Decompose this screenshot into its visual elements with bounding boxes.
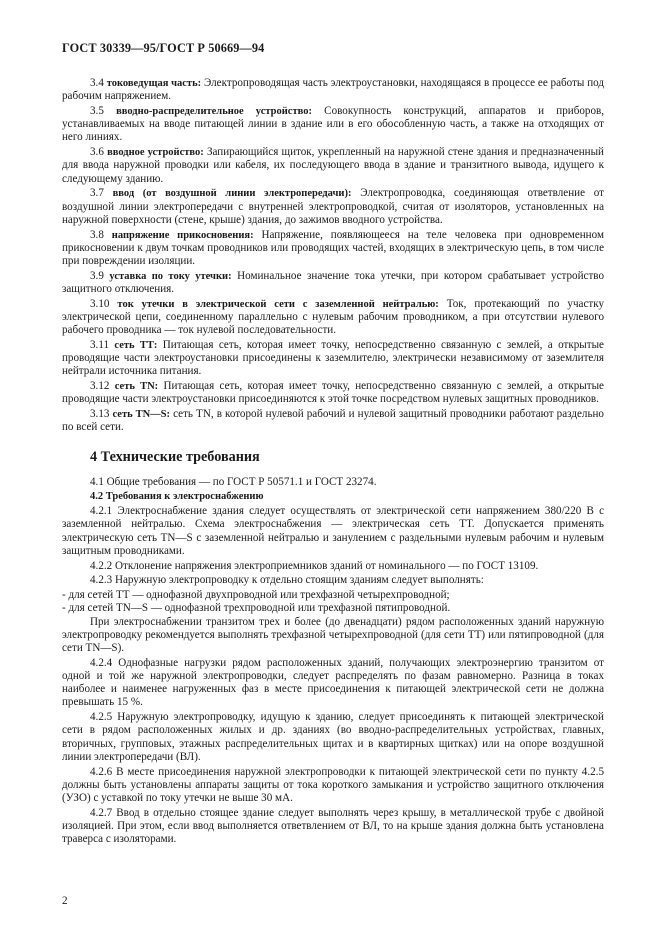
para-4-2-1: 4.2.1 Электроснабжение здания следует осуществлять от электрической сети напряжением 380/220 В с заземленной нейтралью. Схема электроснабжения — электрическая сеть ТТ. Допускается применять электрическую сеть TN—S с заземленной нейтралью и занулением с раздельными нулевым рабочим и нулевым защитным проводниками. (62, 505, 604, 557)
para-transit: При электроснабжении транзитом трех и более (до двенадцати) рядом расположенных зданий наружную электропроводку рекомендуется выполнять трехфазной четырехпроводной (для сети ТТ) или пятипроводной (для сети TN—S). (62, 615, 604, 655)
term-3-6: 3.6 вводное устройство: Запирающийся щиток, укрепленный на наружной стене здания и предназначенный для ввода наружной проводки или кабеля, их последующего ввода в здание и транзитного вывода, идущего к следующему зданию. (62, 146, 604, 185)
para-4-2-5: 4.2.5 Наружную электропроводку, идущую к зданию, следует присоединять к питающей электрической сети в рядом расположенных жилых и др. зданиях (во вводно-распределительных устройствах, главных, вторичных, групповых, этажных распределительных щитах и в квартирных щитках) или на опоре воздушной линии электропередачи (ВЛ). (62, 711, 604, 763)
para-4-2-7: 4.2.7 Ввод в отдельно стоящее здание следует выполнять через крышу, в металлической трубе с двойной изоляцией. При этом, если ввод выполняется ответвлением от ВЛ, то на крыше здания должна быть установлена траверса с изоляторами. (62, 806, 604, 846)
document-body (62, 77, 604, 848)
term-3-4: 3.4 токоведущая часть: Электропроводящая часть электроустановки, находящаяся в процессе ее работы под рабочим напряжением. (62, 77, 604, 103)
para-4-2-4: 4.2.4 Однофазные нагрузки рядом расположенных зданий, получающих электроэнергию транзитом от одной и той же наружной электропроводки, следует распределять по фазам равномерно. Разница в токах наиболее и наименее нагруженных фаз в месте присоединения к питающей электрической сети не должна превышать 15 %. (62, 656, 604, 709)
term-3-9: 3.9 уставка по току утечки: Номинальное значение тока утечки, при котором срабатывает устройство защитного отключения. (62, 269, 605, 296)
para-4-2-2: 4.2.2 Отклонение напряжения электроприемников зданий от номинального — по ГОСТ 13109. (90, 559, 539, 572)
document-header: ГОСТ 30339—95/ГОСТ Р 50669—94 (62, 41, 265, 55)
para-4-2-6: 4.2.6 В месте присоединения наружной электропроводки к питающей электрической сети по пункту 4.2.5 должны быть установлены аппараты защиты от тока короткого замыкания и устройство защитного отключения (УЗО) с уставкой по току утечки не выше 30 мА. (62, 765, 604, 805)
term-3-12: 3.12 сеть TN: Питающая сеть, которая имеет точку, непосредственно связанную с землей, а открытые проводящие части электроустановки присоединяются к этой точке посредством нулевых защитных проводников. (62, 380, 604, 406)
para-4-2-3: 4.2.3 Наружную электропроводку к отдельно стоящим зданиям следует выполнять: (90, 574, 484, 587)
page-number: 2 (62, 895, 68, 907)
para-4-1: 4.1 Общие требования — по ГОСТ Р 50571.1 и ГОСТ 23274. (90, 475, 377, 488)
term-3-10: 3.10 ток утечки в электрической сети с заземленной нейтралью: Ток, протекающий по участку электрической цепи, соединенному параллельно с нулевым рабочим проводником, а при отсутствии нулевого рабочего проводника — ток нулевой последовательности. (62, 297, 605, 337)
term-3-8: 3.8 напряжение прикосновения: Напряжение, появляющееся на теле человека при одновременном прикосновении к двум точкам проводников или проводящих частей, входящих в электрическую цепь, в том числе при повреждении изоляции. (62, 228, 604, 268)
list-item-tt: - для сетей ТТ — однофазной двухпроводной или трехфазной четырехпроводной; (62, 589, 450, 602)
section-4-title: 4 Технические требования (90, 448, 260, 465)
term-3-11: 3.11 сеть ТТ: Питающая сеть, которая имеет точку, непосредственно связанную с землей, а открытые проводящие части электроустановки присоединены к заземлителю, электрически независимому от заземлителя нейтрали источника питания. (62, 339, 604, 378)
list-item-tns: - для сетей TN—S — однофазной трехпроводной или трехфазной пятипроводной. (62, 602, 451, 615)
term-3-5: 3.5 вводно-распределительное устройство: Совокупность конструкций, аппаратов и приборов, устанавливаемых на вводе питающей линии в здание или в его обособленную часть, а также на отходящих от него линиях. (62, 105, 604, 144)
term-3-13: 3.13 сеть TN—S: сеть TN, в которой нулевой рабочий и нулевой защитный проводники работают раздельно по всей сети. (62, 408, 604, 434)
para-4-2-heading: 4.2 Требования к электроснабжению (90, 491, 264, 503)
term-3-7: 3.7 ввод (от воздушной линии электропередачи): Электропроводка, соединяющая ответвление от воздушной линии электропередачи с внутренней электропроводкой, считая от изоляторов, установленных на наружной поверхности (стене, крыше) здания, до зажимов вводного устройства. (62, 187, 604, 226)
